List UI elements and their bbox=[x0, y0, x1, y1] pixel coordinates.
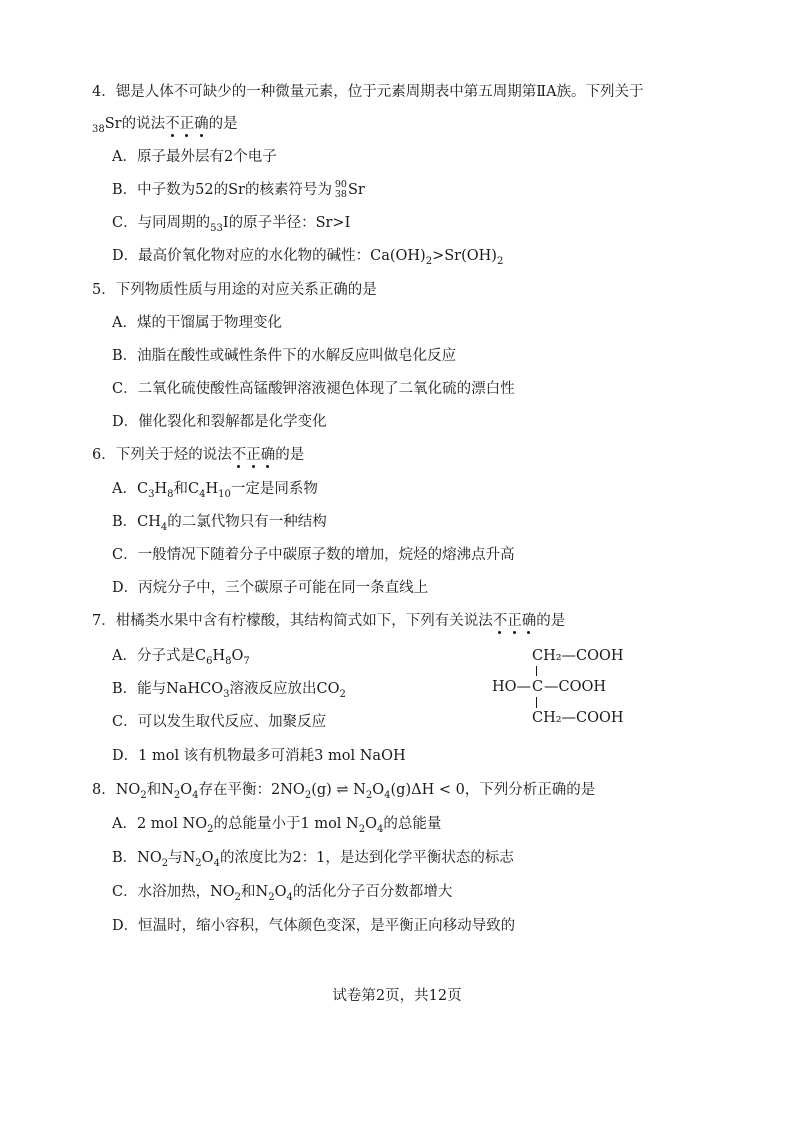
q6-option-c: C．一般情况下随着分子中碳原子数的增加，烷烃的熔沸点升高 bbox=[112, 547, 515, 563]
q5-option-a: A．煤的干馏属于物理变化 bbox=[112, 315, 282, 331]
q7-option-b: B．能与NaHCO$_3$溶液反应放出$CO_2$ bbox=[112, 681, 346, 700]
q5-option-d: D．催化裂化和裂解都是化学变化 bbox=[112, 414, 327, 430]
page-footer: 试卷第2页，共12页 bbox=[332, 988, 462, 1004]
q4-option-b: B．中子数为52的Sr的核素符号为 90 38 Sr bbox=[112, 179, 365, 200]
q6-stem: 6．下列关于烃的说法不正确的是 bbox=[92, 447, 305, 463]
q6-option-d: D．丙烷分子中，三个碳原子可能在同一条直线上 bbox=[112, 580, 429, 596]
q8-option-c: C．水浴加热，$NO_2$和$N_2O_4$的活化分子百分数都增大 bbox=[112, 884, 453, 903]
q6-option-b: B．$CH_4$的二氯代物只有一种结构 bbox=[112, 514, 327, 533]
q8-option-b: B．$NO_2$与$N_2O_4$的浓度比为2：1，是达到化学平衡状态的标志 bbox=[112, 850, 514, 869]
q4-option-a: A．原子最外层有2个电子 bbox=[112, 149, 277, 165]
q4-stem-line2: $_{38}$Sr的说法不正确的是 bbox=[92, 116, 238, 135]
q6-option-a: A．$C_3H_8$和$C_4H_{10}$一定是同系物 bbox=[112, 481, 318, 500]
q8-stem: 8．$NO_2$和$N_2O_4$存在平衡：$2NO_2(g)$ ⇌ $N_2O_4(g)\Delta H < 0$，下列分析正确的是 bbox=[92, 782, 596, 801]
q8-option-a: A．2 mol $NO_2$的总能量小于1 mol $N_2O_4$的总能量 bbox=[112, 816, 442, 835]
structure-central-carbon: C bbox=[532, 679, 544, 695]
q5-option-b: B．油脂在酸性或碱性条件下的水解反应叫做皂化反应 bbox=[112, 348, 457, 364]
structure-bond-lower bbox=[536, 697, 537, 708]
q7-option-a: A．分子式是$C_6H_8O_7$ bbox=[112, 648, 250, 667]
structure-hydroxyl: HO— bbox=[492, 679, 532, 695]
q8-option-d: D．恒温时，缩小容积，气体颜色变深，是平衡正向移动导致的 bbox=[112, 918, 516, 934]
q7-stem: 7．柑橘类水果中含有柠檬酸，其结构简式如下，下列有关说法不正确的是 bbox=[92, 613, 566, 629]
structure-bottom-group: CH₂—COOH bbox=[532, 710, 624, 726]
q7-option-c: C．可以发生取代反应、加聚反应 bbox=[112, 714, 327, 730]
q7-option-d: D．1 mol 该有机物最多可消耗3 mol NaOH bbox=[112, 748, 406, 764]
structure-middle-carboxyl: —COOH bbox=[544, 679, 607, 695]
q4-option-c: C．与同周期的$_{53}$I的原子半径：Sr>I bbox=[112, 215, 351, 234]
q4-stem-line1: 4．锶是人体不可缺少的一种微量元素，位于元素周期表中第五周期第ⅡA族。下列关于 bbox=[92, 84, 644, 100]
q5-stem: 5．下列物质性质与用途的对应关系正确的是 bbox=[92, 282, 377, 298]
q4-option-d: D．最高价氧化物对应的水化物的碱性：$Ca(OH)_2>Sr(OH)_2$ bbox=[112, 248, 504, 267]
nuclide-notation: 90 38 bbox=[334, 179, 347, 200]
structure-top-group: CH₂—COOH bbox=[532, 648, 624, 664]
structure-bond-upper bbox=[536, 666, 537, 676]
q5-option-c: C．二氧化硫使酸性高锰酸钾溶液褪色体现了二氧化硫的漂白性 bbox=[112, 381, 515, 397]
citric-acid-structure bbox=[488, 646, 638, 730]
